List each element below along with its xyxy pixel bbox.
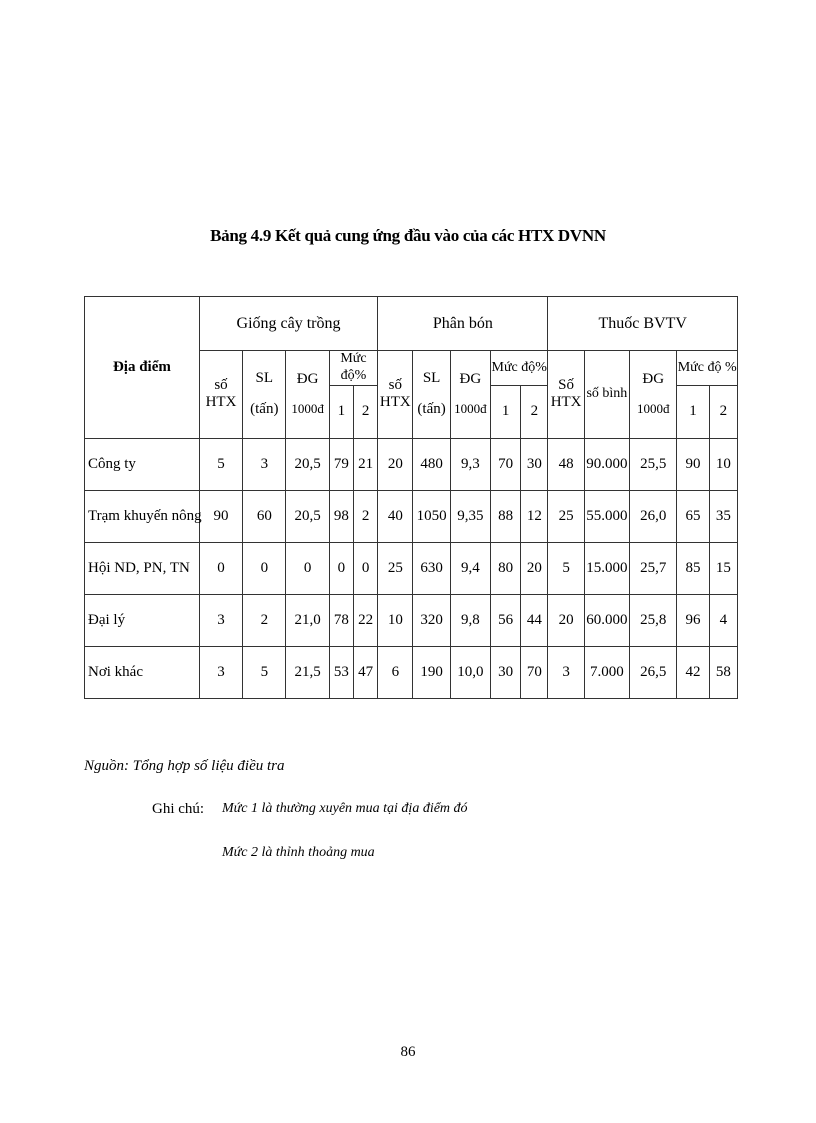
cell-value: 4 <box>709 594 737 646</box>
giong-so-htx-header: số HTX <box>199 351 242 439</box>
cell-value: 0 <box>199 542 242 594</box>
cell-value: 630 <box>413 542 450 594</box>
cell-value: 70 <box>491 438 521 490</box>
row-place: Hội ND, PN, TN <box>85 542 200 594</box>
thuoc-so-htx-header: Số HTX <box>548 351 584 439</box>
cell-value: 320 <box>413 594 450 646</box>
phan-mucdo-header: Mức độ% <box>491 351 548 386</box>
cell-value: 56 <box>491 594 521 646</box>
cell-value: 2 <box>353 490 377 542</box>
cell-value: 25,5 <box>630 438 677 490</box>
cell-value: 53 <box>329 646 353 698</box>
cell-value: 7.000 <box>584 646 629 698</box>
cell-value: 60 <box>243 490 286 542</box>
phan-level-2: 2 <box>521 385 548 438</box>
results-table <box>84 296 738 699</box>
cell-value: 15 <box>709 542 737 594</box>
cell-value: 30 <box>491 646 521 698</box>
thuoc-mucdo-header: Mức độ % <box>677 351 738 386</box>
table-title: Bảng 4.9 Kết quả cung ứng đầu vào của các HTX DVNN <box>210 226 606 245</box>
cell-value: 21,0 <box>286 594 329 646</box>
giong-dg-header: ĐG 1000đ <box>286 351 329 439</box>
cell-value: 90 <box>199 490 242 542</box>
cell-value: 60.000 <box>584 594 629 646</box>
cell-value: 30 <box>521 438 548 490</box>
cell-value: 0 <box>286 542 329 594</box>
cell-value: 47 <box>353 646 377 698</box>
cell-value: 25 <box>378 542 413 594</box>
row-place: Công ty <box>85 438 200 490</box>
row-place: Trạm khuyến nông <box>85 490 200 542</box>
cell-value: 40 <box>378 490 413 542</box>
page-number: 86 <box>400 1044 416 1060</box>
table-row <box>85 594 738 646</box>
cell-value: 26,0 <box>630 490 677 542</box>
cell-value: 98 <box>329 490 353 542</box>
cell-value: 25 <box>548 490 584 542</box>
cell-value: 9,3 <box>450 438 490 490</box>
cell-value: 190 <box>413 646 450 698</box>
cell-value: 20 <box>548 594 584 646</box>
cell-value: 20,5 <box>286 438 329 490</box>
cell-value: 15.000 <box>584 542 629 594</box>
cell-value: 20,5 <box>286 490 329 542</box>
giong-mucdo-header: Mức độ% <box>329 351 377 386</box>
cell-value: 70 <box>521 646 548 698</box>
cell-value: 9,35 <box>450 490 490 542</box>
place-header: Địa điểm <box>85 297 200 439</box>
cell-value: 26,5 <box>630 646 677 698</box>
cell-value: 1050 <box>413 490 450 542</box>
cell-value: 22 <box>353 594 377 646</box>
cell-value: 48 <box>548 438 584 490</box>
giong-level-2: 2 <box>353 385 377 438</box>
cell-value: 0 <box>243 542 286 594</box>
cell-value: 88 <box>491 490 521 542</box>
cell-value: 79 <box>329 438 353 490</box>
cell-value: 5 <box>199 438 242 490</box>
note-label: Ghi chú: <box>152 801 205 817</box>
row-place: Nơi khác <box>85 646 200 698</box>
cell-value: 3 <box>199 594 242 646</box>
cell-value: 42 <box>677 646 709 698</box>
phan-sl-header: SL (tấn) <box>413 351 450 439</box>
cell-value: 3 <box>548 646 584 698</box>
cell-value: 65 <box>677 490 709 542</box>
phan-dg-header: ĐG 1000đ <box>450 351 490 439</box>
cell-value: 78 <box>329 594 353 646</box>
cell-value: 90 <box>677 438 709 490</box>
cell-value: 80 <box>491 542 521 594</box>
cell-value: 480 <box>413 438 450 490</box>
cell-value: 21,5 <box>286 646 329 698</box>
cell-value: 6 <box>378 646 413 698</box>
table-row <box>85 646 738 698</box>
phan-level-1: 1 <box>491 385 521 438</box>
group-header-giong: Giống cây trồng <box>199 297 377 351</box>
note-line-1: Mức 1 là thường xuyên mua tại địa điểm đó <box>222 801 468 816</box>
cell-value: 25,7 <box>630 542 677 594</box>
table-row <box>85 438 738 490</box>
cell-value: 20 <box>521 542 548 594</box>
cell-value: 0 <box>329 542 353 594</box>
cell-value: 3 <box>243 438 286 490</box>
row-place: Đại lý <box>85 594 200 646</box>
group-header-thuoc: Thuốc BVTV <box>548 297 738 351</box>
giong-sl-header: SL (tấn) <box>243 351 286 439</box>
cell-value: 35 <box>709 490 737 542</box>
source-note: Nguồn: Tổng hợp số liệu điều tra <box>84 758 285 774</box>
thuoc-level-2: 2 <box>709 385 737 438</box>
table-row <box>85 542 738 594</box>
phan-so-htx-header: số HTX <box>378 351 413 439</box>
cell-value: 9,8 <box>450 594 490 646</box>
group-header-phan: Phân bón <box>378 297 548 351</box>
cell-value: 3 <box>199 646 242 698</box>
cell-value: 2 <box>243 594 286 646</box>
cell-value: 20 <box>378 438 413 490</box>
cell-value: 90.000 <box>584 438 629 490</box>
cell-value: 10 <box>709 438 737 490</box>
cell-value: 55.000 <box>584 490 629 542</box>
cell-value: 12 <box>521 490 548 542</box>
cell-value: 25,8 <box>630 594 677 646</box>
thuoc-so-binh-header: số bình <box>584 351 629 439</box>
table-row <box>85 490 738 542</box>
cell-value: 5 <box>243 646 286 698</box>
cell-value: 44 <box>521 594 548 646</box>
cell-value: 58 <box>709 646 737 698</box>
thuoc-dg-header: ĐG 1000đ <box>630 351 677 439</box>
cell-value: 21 <box>353 438 377 490</box>
header-row-groups <box>85 297 738 351</box>
cell-value: 9,4 <box>450 542 490 594</box>
cell-value: 10,0 <box>450 646 490 698</box>
cell-value: 10 <box>378 594 413 646</box>
giong-level-1: 1 <box>329 385 353 438</box>
cell-value: 5 <box>548 542 584 594</box>
table-body <box>85 438 738 698</box>
cell-value: 0 <box>353 542 377 594</box>
thuoc-level-1: 1 <box>677 385 709 438</box>
note-line-2: Mức 2 là thỉnh thoảng mua <box>222 845 375 860</box>
cell-value: 96 <box>677 594 709 646</box>
cell-value: 85 <box>677 542 709 594</box>
